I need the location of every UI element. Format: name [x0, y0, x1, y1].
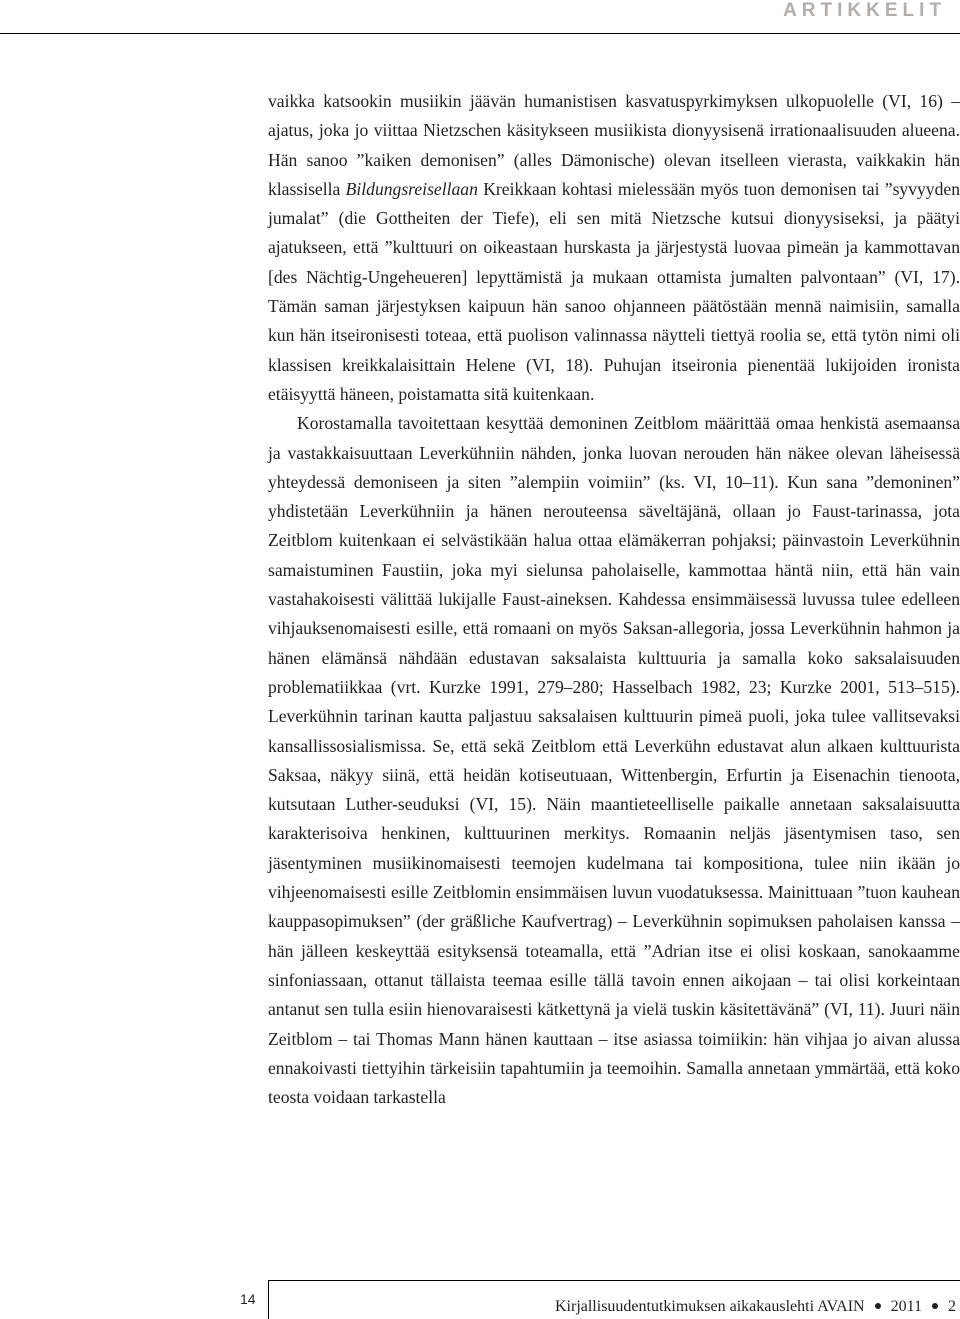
journal-title: Kirjallisuudentutkimuksen aikakauslehti AVAIN — [554, 1298, 865, 1315]
page-number: 14 — [240, 1291, 256, 1307]
article-body — [268, 87, 960, 1112]
journal-year: 2011 — [890, 1298, 922, 1315]
bullet-icon — [875, 1303, 881, 1309]
paragraph-1-text-a: vaikka katsookin musiikin jäävän humanistisen kasvatuspyrkimyksen ulkopuolelle (VI, 16) – ajatus, joka jo viittaa Nietzschen käsitykseen musiikista dionyysisenä irrationaalisuuden alueena. Hän sanoo ”kaiken demonisen” (alles Dämonische) olevan itselleen vierasta, vaikkakin hän klassisella — [268, 91, 960, 199]
paragraph-2: Korostamalla tavoitettaan kesyttää demoninen Zeitblom määrittää omaa henkistä asemaansa ja vastakkaisuuttaan Leverkühniin nähden, jonka luovan nerouden hän näkee olevan läheisessä yhteydessä demoniseen ja siten ”alempiin voimiin” (ks. VI, 10–11). Kun sana ”demoninen” yhdistetään Leverkühniin ja hänen nerouteensa säveltäjänä, ollaan jo Faust-tarinassa, jota Zeitblom kuitenkaan ei selvästikään halua ottaa elämäkerran pohjaksi; päinvastoin Leverkühnin samaistuminen Faustiin, joka myi sielunsa paholaiselle, kammottaa häntä niin, että hän vain vastahakoisesti välittää lukijalle Faust-aineksen. Kahdessa ensimmäisessä luvussa tulee edelleen vihjauksenomaisesti esille, että romaani on myös Saksan-allegoria, jossa Leverkühnin hahmon ja hänen elämänsä nähdään edustavan saksalaista kulttuuria ja samalla koko saksalaisuuden problematiikkaa (vrt. Kurzke 1991, 279–280; Hasselbach 1982, 23; Kurzke 2001, 513–515). Leverkühnin tarinan kautta paljastuu saksalaisen kulttuurin pimeä puoli, joka tulee vallitsevaksi kansallissosialismissa. Se, että sekä Zeitblom että Leverkühn edustavat alun alkaen kulttuurista Saksaa, näkyy siinä, että heidän kotiseutuaan, Wittenbergin, Erfurtin ja Eisenachin tienoota, kutsutaan Luther-seuduksi (VI, 15). Näin maantieteelliselle paikalle annetaan saksalaisuutta karakterisoiva henkinen, kulttuurinen merkitys. Romaanin neljäs jäsentymisen taso, sen jäsentyminen musiikinomaisesti teemojen kudelmana tai kompositiona, tulee niin ikään jo vihjeenomaisesti esille Zeitblomin ensimmäisen luvun vuodatuksessa. Mainittuaan ”tuon kauhean kauppasopimuksen” (der gräßliche Kaufvertrag) – Leverkühnin sopimuksen paholaisen kanssa – hän jälleen keskeyttää esityksensä toteamalla, että ”Adrian itse ei olisi koskaan, sanokaamme sinfoniassaan, ottanut tällaista teemaa esille tällä tavoin ennen aikojaan – tai olisi korkeintaan antanut sen tulla esiin hienovaraisesti kätkettynä ja vielä tuskin käsitettävänä” (VI, 11). Juuri näin Zeitblom – tai Thomas Mann hänen kauttaan – itse asiassa toimiikin: hän vihjaa jo aivan alussa ennakoivasti tiettyihin tärkeisiin tapahtumiin ja teemoihin. Samalla annetaan ymmärtää, että koko teosta voidaan tarkastella — [268, 413, 960, 1108]
paragraph-1 — [268, 87, 960, 409]
footer-vertical-divider — [268, 1280, 269, 1319]
journal-issue: 2 — [948, 1298, 956, 1315]
paragraph-1-text-b: Kreikkaan kohtasi mielessään myös tuon demonisen tai ”syvyyden jumalat” (die Gottheiten der Tiefe), eli sen mitä Nietzsche kutsui dionyysiseksi, ja päätyi ajatukseen, että ”kulttuuri on oikeastaan hurskasta ja järjestystä luovaa pimeän ja kammottavan [des Nächtig-Ungeheueren] lepyttämistä ja mukaan ottamista jumalten palvontaan” (VI, 17). Tämän saman järjestyksen kaipuun hän sanoo ohjanneen päätöstään mennä naimisiin, samalla kun hän itseironisesti toteaa, että puolison valinnassa näytteli tiettyä roolia se, että tytön nimi oli klassisen kreikkalaisittain Helene (VI, 18). Puhujan itseironia pienentää lukijoiden ironista etäisyyttä häneen, poistamatta sitä kuitenkaan. — [268, 178, 960, 404]
journal-info — [555, 1297, 956, 1317]
footer-divider — [268, 1280, 960, 1281]
paragraph-1-italic-term: Bildungsreisellaan — [345, 178, 478, 199]
bullet-icon — [932, 1303, 938, 1309]
header-divider — [0, 33, 960, 34]
section-label: ARTIKKELIT — [783, 0, 946, 21]
